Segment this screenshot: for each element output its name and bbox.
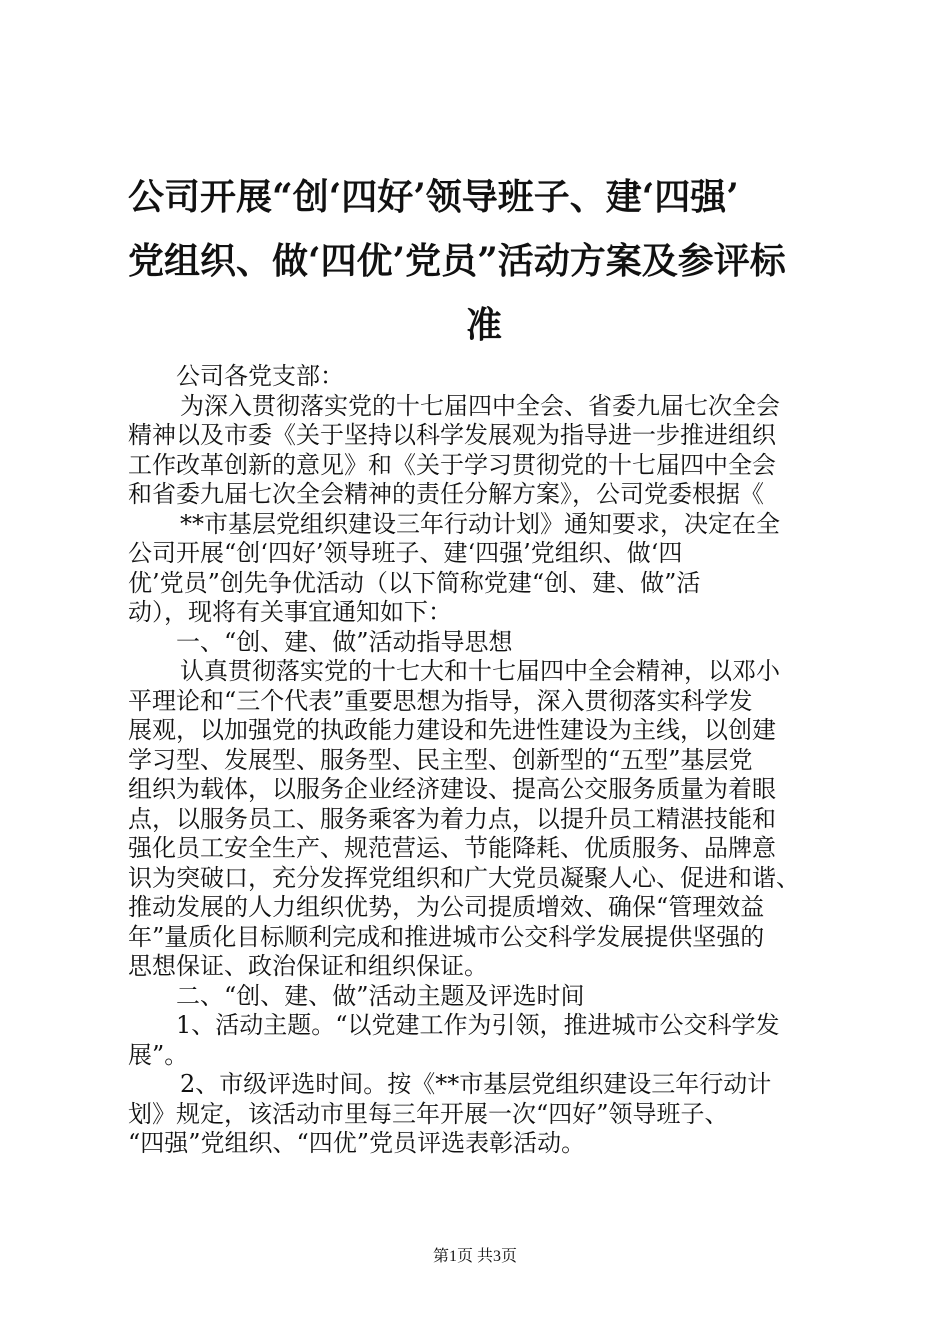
section-heading: 一、“创、建、做”活动指导思想 xyxy=(176,627,513,656)
paragraph-line: 点，以服务员工、服务乘客为着力点，以提升员工精湛技能和 xyxy=(128,804,776,833)
paragraph-line: “四强”党组织、“四优”党员评选表彰活动。 xyxy=(128,1129,586,1157)
paragraph-line: **市基层党组织建设三年行动计划》通知要求，决定在全 xyxy=(180,509,780,538)
paragraph-line: 平理论和“三个代表”重要思想为指导，深入贯彻落实科学发 xyxy=(128,686,753,715)
paragraph-line: 展观，以加强党的执政能力建设和先进性建设为主线，以创建 xyxy=(128,716,776,744)
title-line: 准 xyxy=(465,304,502,346)
paragraph-line: 动），现将有关事宜通知如下： xyxy=(128,598,452,626)
salutation: 公司各党支部： xyxy=(176,362,344,390)
paragraph-line: 1、活动主题。“以党建工作为引领，推进城市公交科学发 xyxy=(176,1011,780,1039)
title-line: 公司开展“创‘四好’领导班子、建‘四强’ xyxy=(128,176,739,218)
page-footer: 第1页 共3页 xyxy=(432,1248,517,1265)
paragraph-line: 思想保证、政治保证和组织保证。 xyxy=(128,952,488,980)
section-heading: 二、“创、建、做”活动主题及评选时间 xyxy=(176,981,585,1010)
paragraph-line: 工作改革创新的意见》和《关于学习贯彻党的十七届四中全会 xyxy=(128,450,776,479)
paragraph-line: 2、市级评选时间。按《**市基层党组织建设三年行动计 xyxy=(180,1070,772,1098)
paragraph-line: 识为突破口，充分发挥党组织和广大党员凝聚人心、促进和谐、 xyxy=(128,863,800,892)
paragraph-line: 强化员工安全生产、规范营运、节能降耗、优质服务、品牌意 xyxy=(128,834,776,862)
paragraph-line: 年”量质化目标顺利完成和推进城市公交科学发展提供坚强的 xyxy=(128,922,765,951)
paragraph-line: 公司开展“创‘四好’领导班子、建‘四强’党组织、做‘四 xyxy=(128,539,683,567)
document-title xyxy=(128,165,840,357)
paragraph-line: 优’党员”创先争优活动（以下简称党建“创、建、做”活 xyxy=(128,568,701,597)
paragraph-line: 学习型、发展型、服务型、民主型、创新型的“五型”基层党 xyxy=(128,745,753,774)
paragraph-line: 精神以及市委《关于坚持以科学发展观为指导进一步推进组织 xyxy=(128,421,776,449)
paragraph-line: 推动发展的人力组织优势，为公司提质增效、确保“管理效益 xyxy=(128,893,765,921)
paragraph-line: 组织为载体，以服务企业经济建设、提高公交服务质量为着眼 xyxy=(128,775,776,803)
title-line: 党组织、做‘四优’党员”活动方案及参评标 xyxy=(128,240,786,282)
paragraph-line: 展”。 xyxy=(128,1040,189,1069)
document-body xyxy=(128,362,840,1159)
paragraph-line: 划》规定，该活动市里每三年开展一次“四好”领导班子、 xyxy=(128,1099,729,1128)
paragraph-line: 为深入贯彻落实党的十七届四中全会、省委九届七次全会 xyxy=(180,391,780,420)
paragraph-line: 认真贯彻落实党的十七大和十七届四中全会精神，以邓小 xyxy=(180,657,780,685)
paragraph-line: 和省委九届七次全会精神的责任分解方案》，公司党委根据《 xyxy=(128,480,764,508)
